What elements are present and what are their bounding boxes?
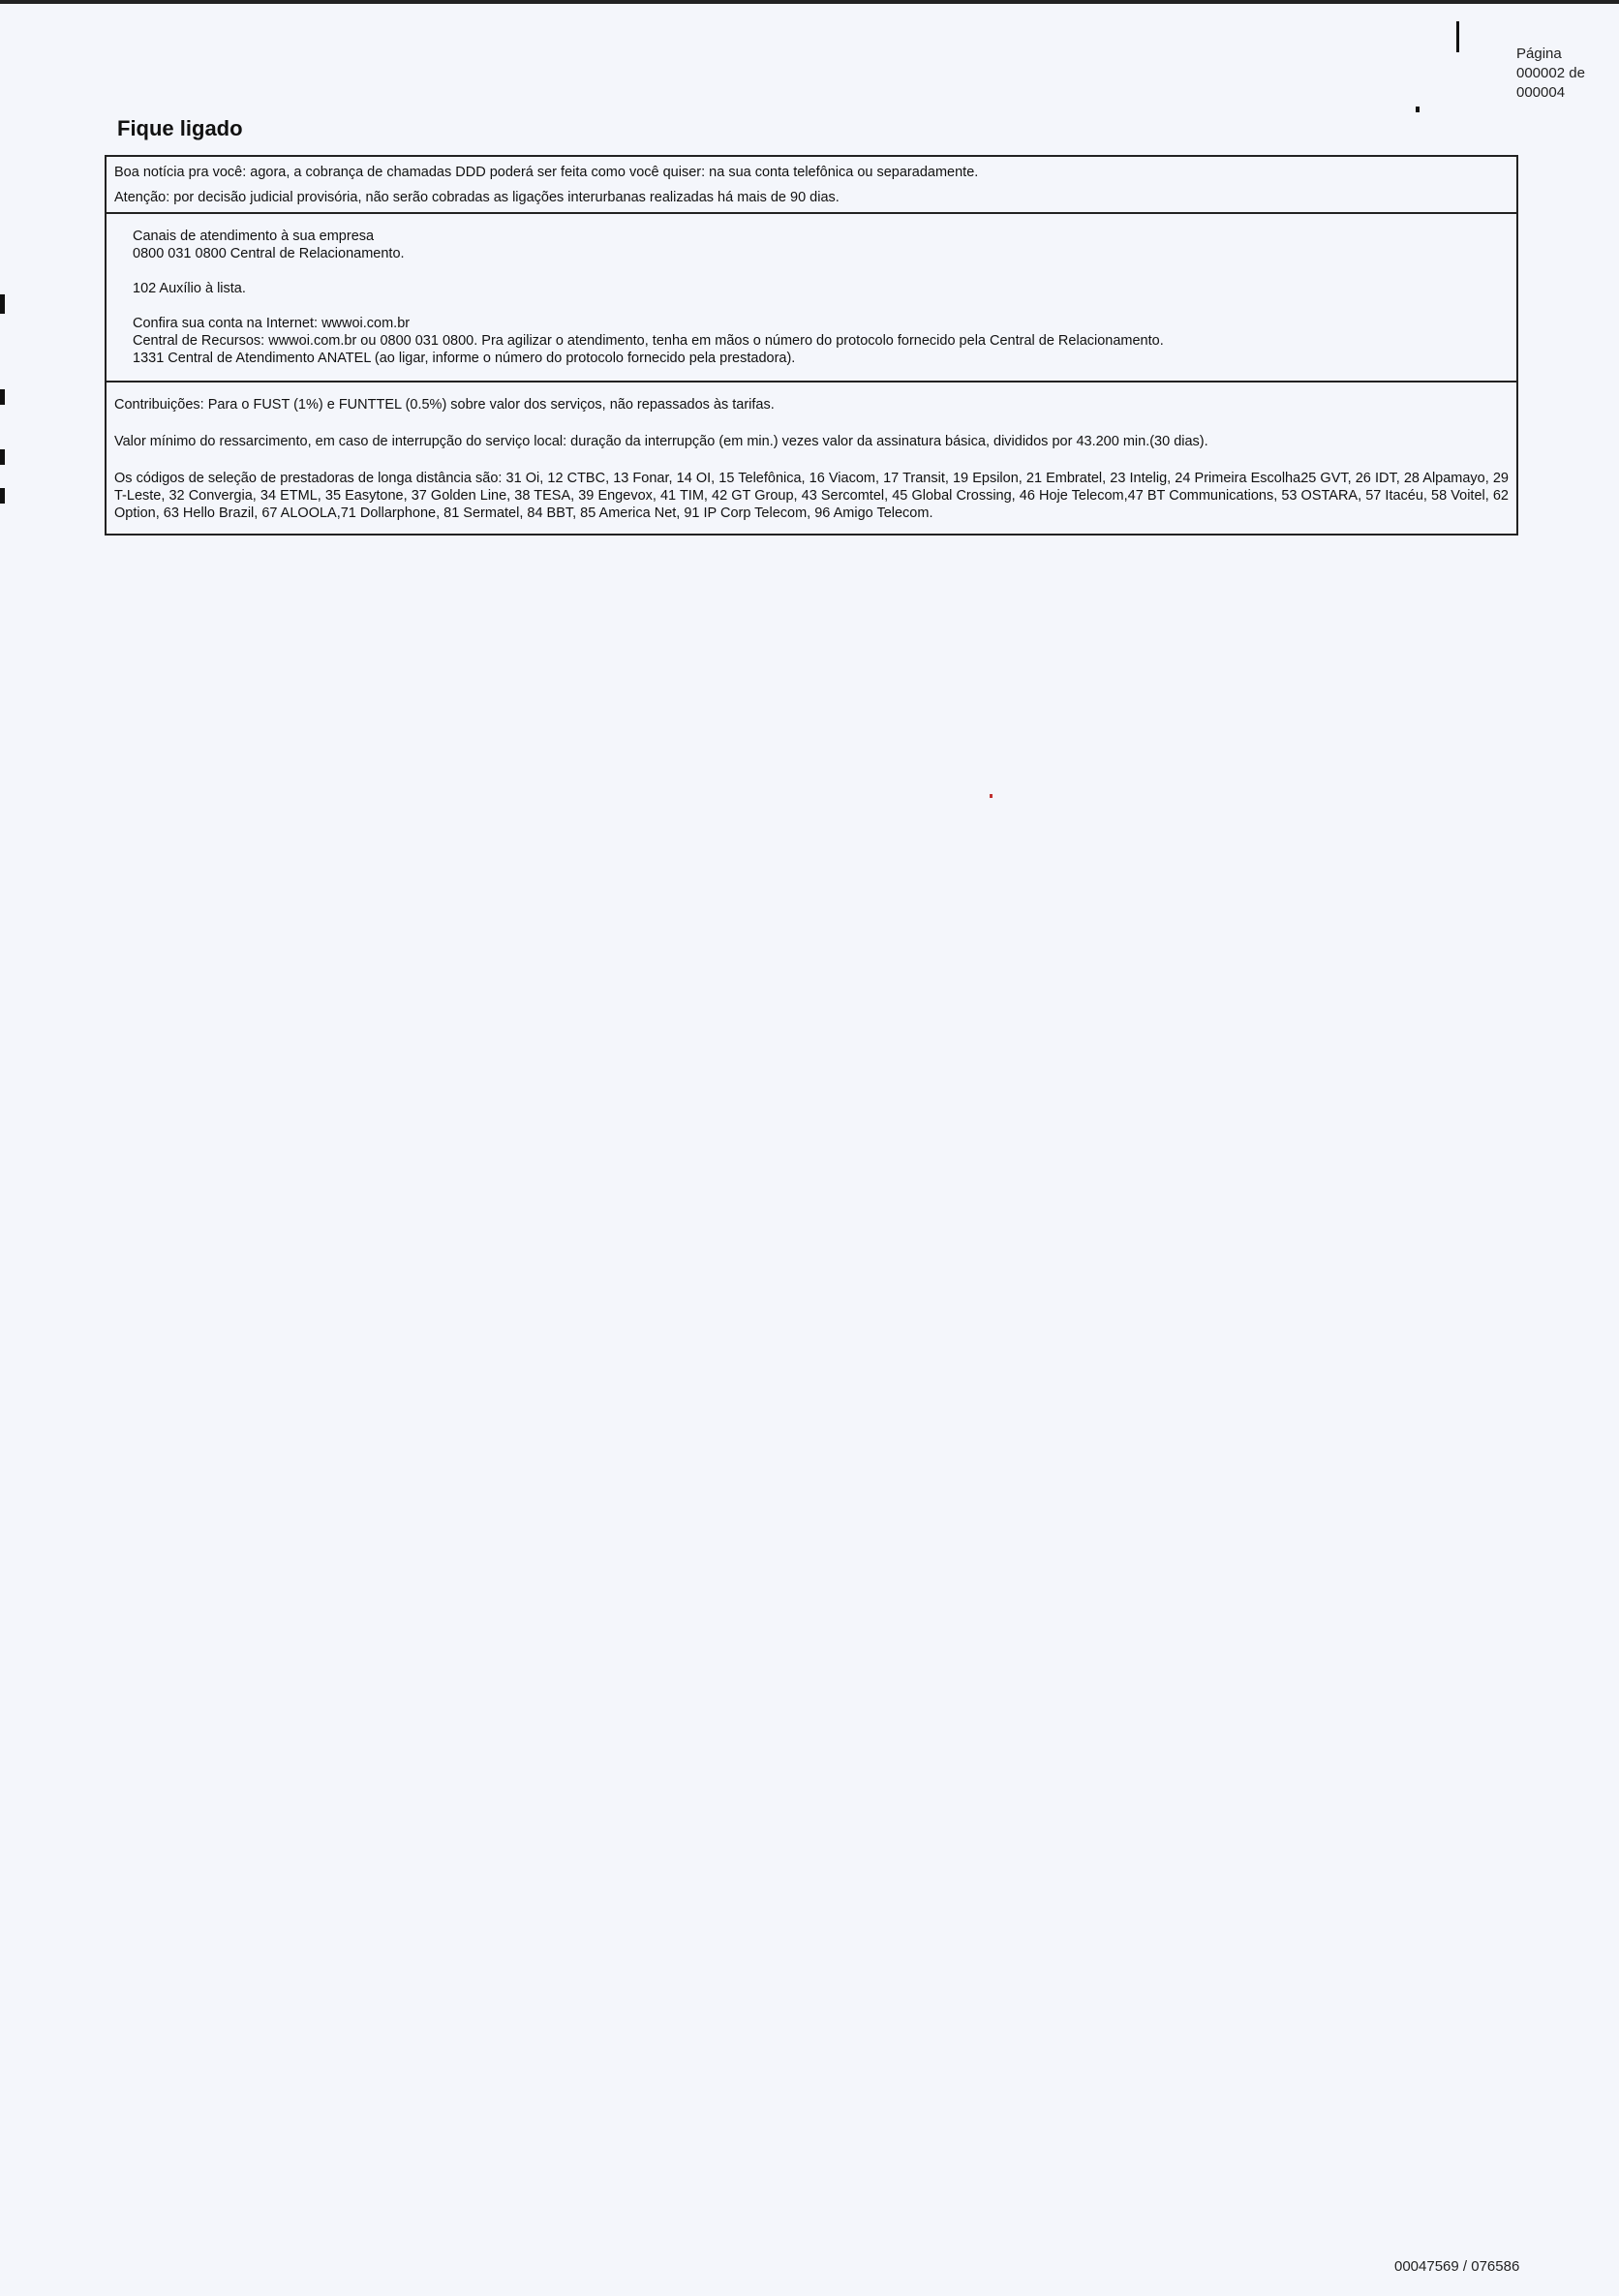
section-title: Fique ligado — [117, 116, 243, 140]
central-recursos: Central de Recursos: wwwoi.com.br ou 0800 031 0800. Pra agilizar o atendimento, tenha em mãos o número do protocolo fornecido pela Central de Relacionamento. — [133, 333, 1164, 349]
scan-mark — [990, 794, 993, 798]
scan-mark — [0, 294, 5, 314]
document-code: 00047569 / 076586 — [1394, 2258, 1520, 2275]
notice-judicial: Atenção: por decisão judicial provisória, não serão cobradas as ligações interurbanas realizadas há mais de 90 dias. — [114, 190, 840, 205]
codigos-prestadoras-text: Os códigos de seleção de prestadoras de longa distância são: 31 Oi, 12 CTBC, 13 Fonar, 14 OI, 15 Telefônica, 16 Viacom, 17 Transit, 19 Epsilon, 21 Embratel, 23 Intelig, 24 Primeira Escolha25 GVT, 26 IDT, 28 Alpamayo, 29 T-Leste, 32 Convergia, 34 ETML, 35 Easytone, 37 Golden Line, 38 TESA, 39 Engevox, 41 TIM, 42 GT Group, 43 Sercomtel, 45 Global Crossing, 46 Hoje Telecom,47 BT Communications, 53 OSTARA, 57 Itacéu, 58 Voitel, 62 Option, 63 Hello Brazil, 67 ALOOLA,71 Dollarphone, 81 Sermatel, 84 BBT, 85 America Net, 91 IP Corp Telecom, 96 Amigo Telecom. — [114, 471, 1509, 521]
scan-mark — [1456, 21, 1459, 52]
info-box — [105, 155, 1518, 536]
channels-heading: Canais de atendimento à sua empresa — [133, 229, 375, 244]
internet-link: Confira sua conta na Internet: wwwoi.com.br — [133, 316, 411, 331]
page-total: 000004 — [1516, 84, 1566, 101]
scan-mark — [0, 449, 5, 465]
scan-top-edge — [0, 0, 1619, 4]
scan-mark — [0, 488, 5, 504]
anatel-info: 1331 Central de Atendimento ANATEL (ao ligar, informe o número do protocolo fornecido pela prestadora). — [133, 351, 796, 366]
page-label: Página — [1516, 46, 1562, 62]
notice-ddd: Boa notícia pra você: agora, a cobrança de chamadas DDD poderá ser feita como você quiser: na sua conta telefônica ou separadamente. — [114, 165, 979, 180]
ressarcimento-text: Valor mínimo do ressarcimento, em caso de interrupção do serviço local: duração da interrupção (em min.) vezes valor da assinatura básica, divididos por 43.200 min.(30 dias). — [114, 434, 1208, 449]
scan-mark — [1416, 107, 1420, 112]
central-relacionamento: 0800 031 0800 Central de Relacionamento. — [133, 246, 405, 261]
scan-mark — [0, 389, 5, 405]
channels-row — [107, 214, 1516, 383]
auxilio-lista: 102 Auxílio à lista. — [133, 281, 246, 296]
page-number — [1516, 45, 1585, 103]
notice-row — [107, 157, 1516, 214]
info-row — [107, 383, 1516, 534]
page-current: 000002 de — [1516, 65, 1585, 81]
contribuicoes-text: Contribuições: Para o FUST (1%) e FUNTTEL (0.5%) sobre valor dos serviços, não repassados às tarifas. — [114, 397, 775, 413]
